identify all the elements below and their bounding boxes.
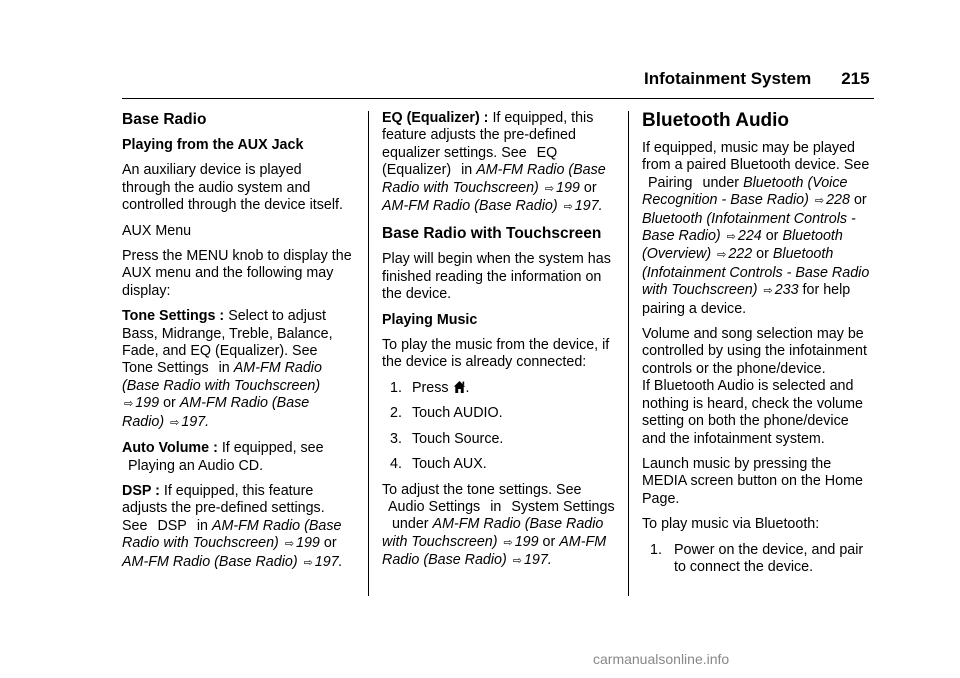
page-ref-arrow-icon: ⇨ — [563, 201, 573, 214]
dsp-item — [122, 483, 354, 572]
volume-paragraph: Volume and song selection may be controlled by using the infotainment controls or the phone/device. — [642, 326, 867, 377]
adjust-page-1[interactable]: 199 — [514, 533, 539, 550]
eq-ref: EQ (Equalizer) — [382, 144, 558, 179]
bluetooth-pairing-paragraph: If equipped, music may be played from a paired Bluetooth device. See Pairing under Bluetooth (Voice Recognition - Base Radio) ⇨ 228 or Bluetooth (Infotainment Controls - Base Radio) ⇨ 224 or Bluetooth (Overview) ⇨ 222 or Bluetooth (Infotainment Controls - Base Radio with Touchscreen) ⇨ 233 for help pairing a device. — [642, 140, 870, 317]
audio-settings-ref: Audio Settings — [388, 498, 481, 515]
dsp-or: or — [323, 535, 337, 552]
section-title: Infotainment System — [644, 69, 812, 88]
playing-music-label: Playing Music — [382, 311, 478, 328]
page-222[interactable]: 222 — [728, 246, 753, 263]
page-ref-arrow-icon: ⇨ — [503, 536, 513, 549]
eq-link-touchscreen[interactable]: AM-FM Radio (Base Radio with Touchscreen) — [382, 162, 606, 196]
page-ref-arrow-icon: ⇨ — [124, 398, 134, 411]
page-ref-arrow-icon: ⇨ — [717, 249, 727, 262]
adjust-link-touchscreen[interactable]: AM-FM Radio (Base Radio with Touchscreen) — [382, 516, 604, 550]
tone-settings-text: Select to adjust Bass, Midrange, Treble, Balance, Fade, and EQ (Equalizer). See — [122, 308, 333, 360]
subheading-aux-jack: Playing from the AUX Jack — [122, 137, 304, 153]
tone-settings-label: Tone Settings : — [122, 308, 225, 325]
adjust-page-2[interactable]: 197. — [523, 552, 552, 569]
page-ref-arrow-icon: ⇨ — [170, 416, 180, 429]
page-ref-arrow-icon: ⇨ — [284, 538, 295, 551]
eq-page-2[interactable]: 197. — [574, 198, 603, 215]
eq-item — [382, 110, 618, 216]
column-divider-2 — [628, 111, 629, 596]
page-ref-arrow-icon: ⇨ — [544, 182, 555, 195]
heading-base-radio: Base Radio — [122, 111, 207, 128]
page-ref-arrow-icon: ⇨ — [814, 195, 825, 208]
dsp-page-2[interactable]: 197. — [314, 553, 343, 570]
page-224[interactable]: 224 — [737, 228, 762, 245]
page-228[interactable]: 228 — [826, 192, 850, 209]
heading-bluetooth-audio: Bluetooth Audio — [642, 110, 790, 131]
link-bt-controls-touchscreen[interactable]: Bluetooth (Infotainment Controls - Base Radio with Touchscreen) — [642, 246, 870, 299]
heading-base-radio-touchscreen: Base Radio with Touchscreen — [382, 225, 602, 243]
tone-page-1[interactable]: 199 — [135, 395, 160, 412]
link-bt-overview[interactable]: Bluetooth (Overview) — [642, 228, 843, 263]
play-via-bt-paragraph: To play music via Bluetooth: — [642, 516, 820, 533]
dsp-label: DSP : — [122, 482, 160, 499]
pairing-ref: Pairing — [648, 174, 693, 191]
page-header — [644, 70, 870, 87]
step-4: 4. Touch AUX. — [390, 456, 487, 473]
auto-volume-ref: Playing an Audio CD. — [128, 457, 264, 474]
eq-page-1[interactable]: 199 — [556, 179, 580, 196]
bt-nothing-heard-paragraph: If Bluetooth Audio is selected and nothing is heard, check the volume setting on both the phone/device and the infotainment system. — [642, 378, 863, 447]
column-1 — [122, 110, 354, 580]
page-number: 215 — [841, 69, 870, 88]
column-3 — [642, 110, 876, 584]
dsp-ref: DSP — [157, 517, 187, 534]
dsp-in: in — [196, 517, 208, 534]
page-233[interactable]: 233 — [774, 282, 799, 299]
playing-music-desc: To play the music from the device, if the device is already connected: — [382, 337, 610, 371]
tone-settings-item — [122, 308, 354, 432]
eq-or: or — [583, 179, 597, 196]
tone-in: in — [218, 360, 230, 377]
page-ref-arrow-icon: ⇨ — [726, 231, 736, 244]
eq-link-base[interactable]: AM-FM Radio (Base Radio) — [382, 198, 558, 215]
aux-menu-label: AUX Menu — [122, 222, 192, 239]
eq-text: If equipped, this feature adjusts the pre-defined equalizer settings. See — [382, 110, 594, 161]
home-icon — [453, 380, 466, 394]
step-2: 2. Touch AUDIO. — [390, 405, 503, 422]
auto-volume-label: Auto Volume : — [122, 440, 218, 457]
system-settings-ref: System Settings — [511, 498, 615, 515]
tone-settings-ref: Tone Settings — [122, 360, 209, 377]
touchscreen-intro: Play will begin when the system has finished reading the information on the device. — [382, 251, 611, 303]
auto-volume-item — [122, 440, 354, 475]
dsp-link-base[interactable]: AM-FM Radio (Base Radio) — [122, 553, 298, 570]
dsp-page-1[interactable]: 199 — [296, 535, 320, 552]
column-divider-1 — [368, 111, 369, 596]
adjust-tone-paragraph: To adjust the tone settings. See Audio Settings in System Settings under AM-FM Radio (Base Radio with Touchscreen) ⇨ 199 or AM-FM Radio (Base Radio) ⇨ 197. — [382, 481, 615, 569]
dsp-text: If equipped, this feature adjusts the pre-defined settings. See — [122, 482, 325, 534]
aux-menu-description: Press the MENU knob to display the AUX menu and the following may display: — [122, 248, 352, 299]
eq-in: in — [461, 162, 473, 179]
dsp-link-touchscreen[interactable]: AM-FM Radio (Base Radio with Touchscreen) — [122, 517, 342, 552]
step-3: 3. Touch Source. — [390, 430, 504, 447]
aux-description: An auxiliary device is played through the audio system and controlled through the device itself. — [122, 162, 343, 214]
adjust-link-base[interactable]: AM-FM Radio (Base Radio) — [382, 533, 607, 569]
header-rule — [122, 98, 874, 99]
column-2 — [382, 110, 618, 579]
tone-link-touchscreen[interactable]: AM-FM Radio (Base Radio with Touchscreen) — [122, 360, 322, 394]
page-ref-arrow-icon: ⇨ — [763, 285, 773, 298]
page-ref-arrow-icon: ⇨ — [512, 555, 522, 568]
step-1: 1. Press . — [390, 379, 470, 396]
eq-label: EQ (Equalizer) : — [382, 110, 489, 126]
tone-link-base[interactable]: AM-FM Radio (Base Radio) — [122, 395, 310, 430]
link-bt-voice[interactable]: Bluetooth (Voice Recognition - Base Radio) — [642, 174, 848, 209]
tone-or: or — [163, 395, 176, 412]
page-ref-arrow-icon: ⇨ — [303, 556, 313, 569]
launch-music-paragraph: Launch music by pressing the MEDIA screen button on the Home Page. — [642, 455, 863, 507]
watermark: carmanualsonline.info — [593, 651, 730, 667]
tone-page-2[interactable]: 197. — [181, 413, 210, 430]
link-bt-controls-base[interactable]: Bluetooth (Infotainment Controls - Base Radio) — [642, 210, 856, 245]
bt-step-1: 1. Power on the device, and pair to connect the device. — [650, 541, 864, 575]
auto-volume-text: If equipped, see — [221, 440, 324, 457]
